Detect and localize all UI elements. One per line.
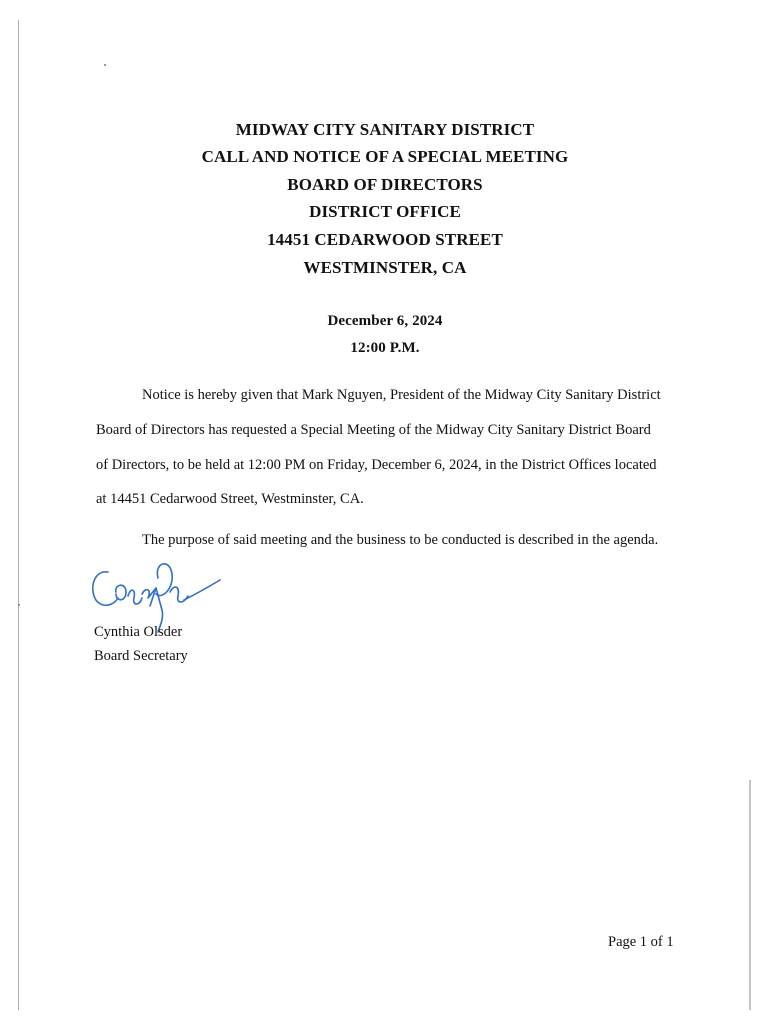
- signatory-title: Board Secretary: [94, 648, 188, 664]
- scan-edge-right: [749, 780, 751, 1010]
- scan-speck: [104, 64, 106, 66]
- meeting-date: December 6, 2024: [327, 313, 443, 329]
- scan-speck: [18, 604, 20, 606]
- city-heading: WESTMINSTER, CA: [303, 258, 467, 277]
- notice-paragraph-line: Notice is hereby given that Mark Nguyen, President of the Midway City Sanitary District: [142, 387, 661, 403]
- notice-paragraph-line: Board of Directors has requested a Special Meeting of the Midway City Sanitary District Board: [96, 422, 651, 438]
- signatory-name: Cynthia Olsder: [94, 624, 183, 640]
- notice-paragraph-line: at 14451 Cedarwood Street, Westminster, CA.: [96, 491, 364, 507]
- purpose-paragraph: The purpose of said meeting and the business to be conducted is described in the agenda.: [142, 532, 659, 548]
- page-number: Page 1 of 1: [608, 934, 674, 950]
- handwritten-signature: [86, 548, 226, 634]
- board-heading: BOARD OF DIRECTORS: [287, 175, 483, 194]
- meeting-call-heading: CALL AND NOTICE OF A SPECIAL MEETING: [201, 147, 569, 166]
- street-address-heading: 14451 CEDARWOOD STREET: [267, 230, 503, 249]
- meeting-time: 12:00 P.M.: [350, 340, 420, 356]
- scan-edge-left: [18, 20, 19, 1010]
- notice-paragraph-line: of Directors, to be held at 12:00 PM on Friday, December 6, 2024, in the District Offices located: [96, 457, 657, 473]
- district-name-heading: MIDWAY CITY SANITARY DISTRICT: [235, 120, 535, 139]
- office-heading: DISTRICT OFFICE: [309, 202, 461, 221]
